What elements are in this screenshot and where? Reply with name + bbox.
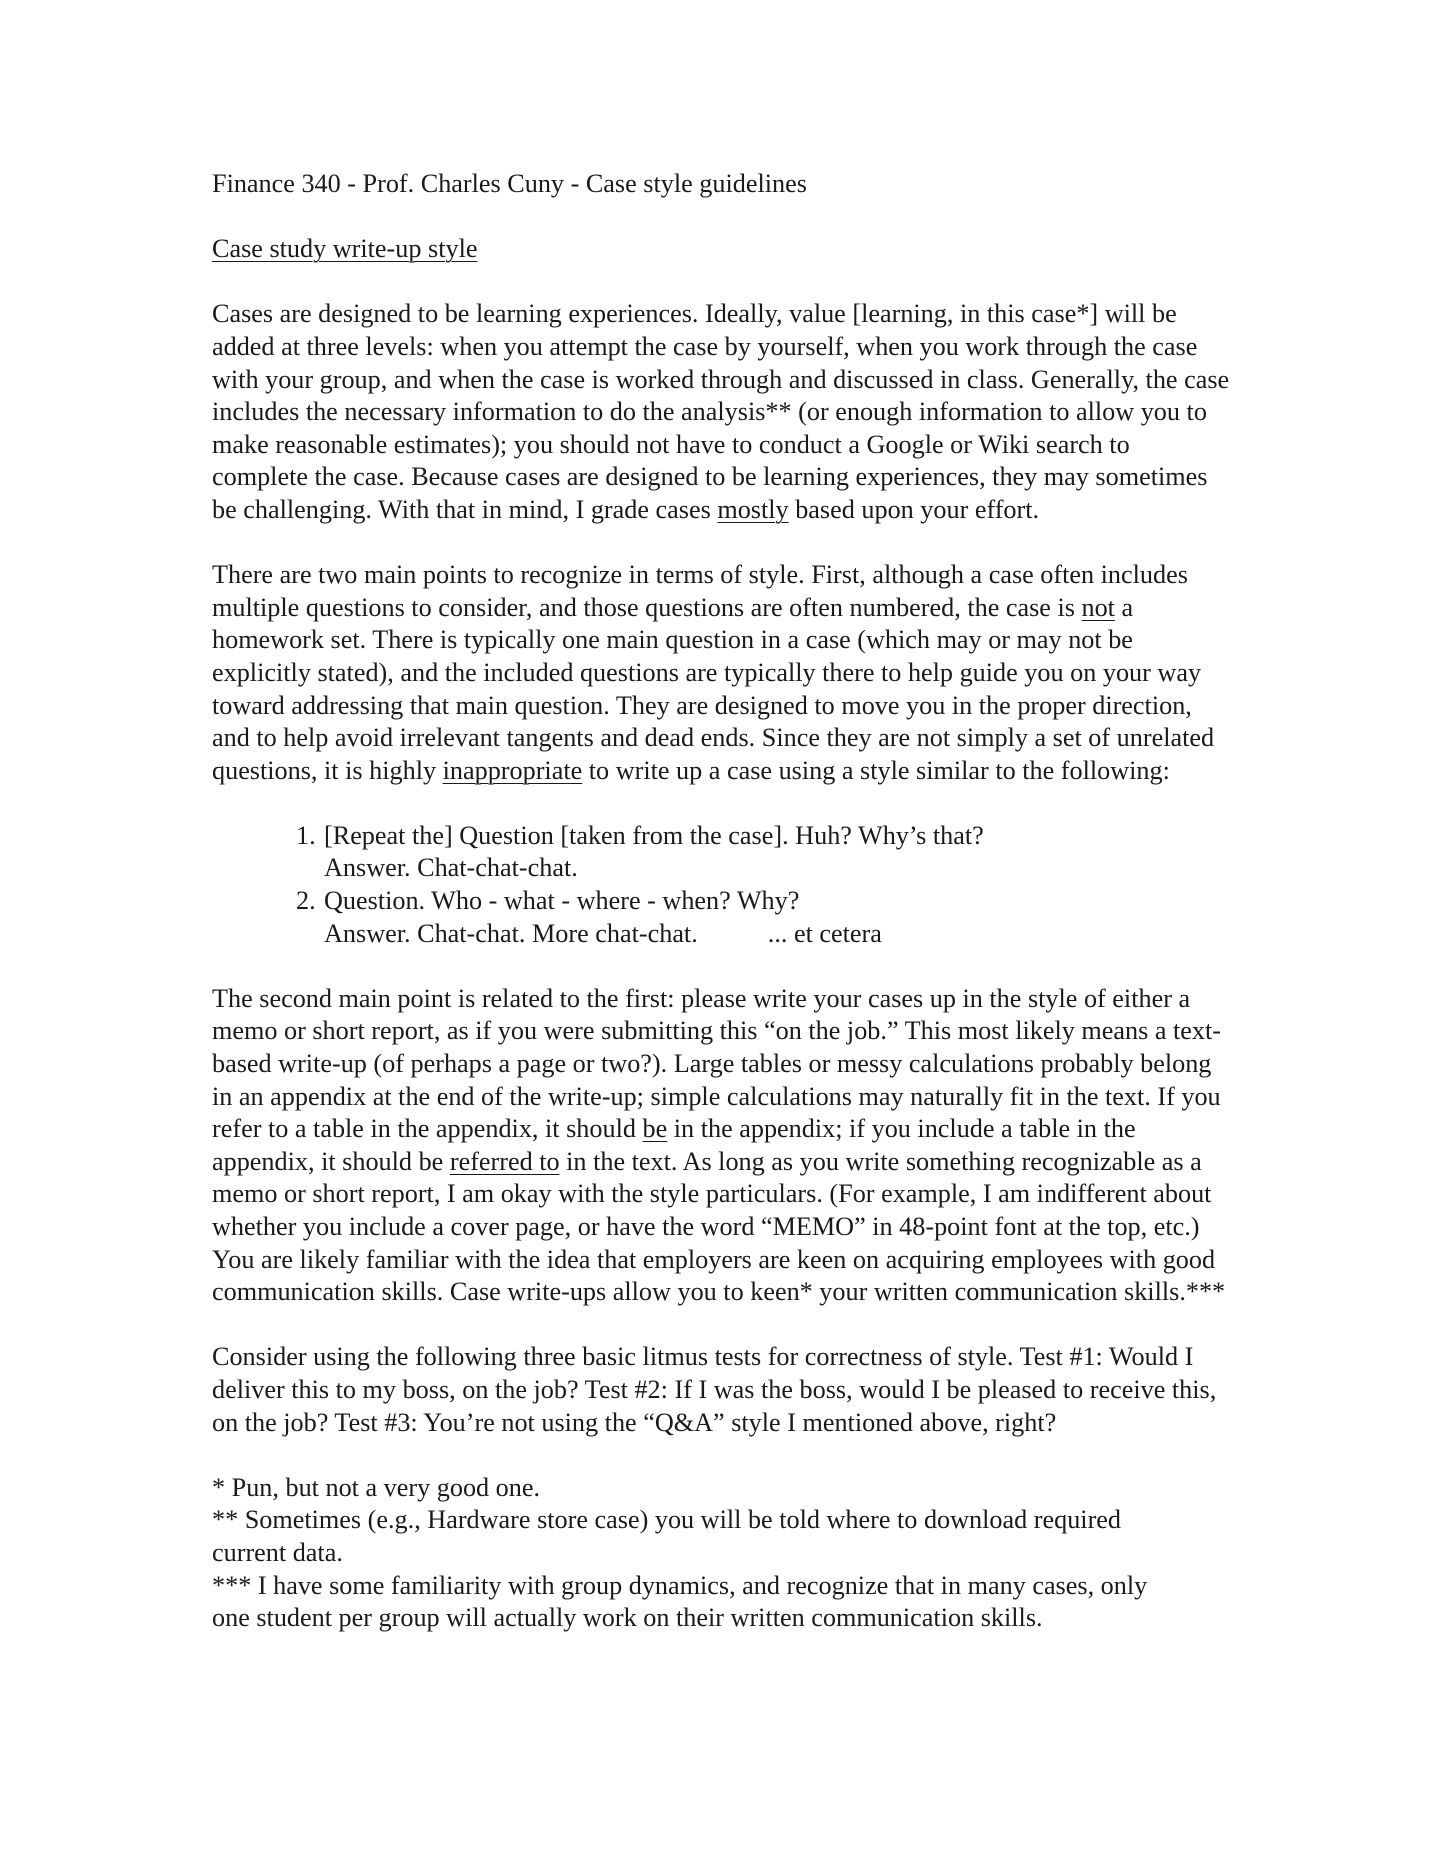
paragraph-line <box>212 1113 1330 1146</box>
footnote-1: * Pun, but not a very good one. <box>212 1472 541 1502</box>
paragraph-line: memo or short report, as if you were submitting this “on the job.” This most likely means a text- <box>212 1016 1222 1046</box>
document-title: Finance 340 - Prof. Charles Cuny - Case style guidelines <box>212 169 807 198</box>
text-run: a <box>1114 592 1134 622</box>
paragraph-line: The second main point is related to the first: please write your cases up in the style of either a <box>212 983 1191 1013</box>
paragraph-line: and to help avoid irrelevant tangents and dead ends. Since they are not simply a set of unrelated <box>212 723 1215 753</box>
paragraph-line: whether you include a cover page, or have the word “MEMO” in 48-point font at the top, etc.) <box>212 1212 1200 1241</box>
document-page <box>212 168 1330 1635</box>
paragraph-line: with your group, and when the case is worked through and discussed in class. Generally, the case <box>212 364 1230 394</box>
text-run: appendix, it should be <box>212 1146 450 1176</box>
list-item-question: Question. Who - what - where - when? Why? <box>324 886 800 916</box>
list-item-question: [Repeat the] Question [taken from the case]. Huh? Why’s that? <box>324 820 984 850</box>
paragraph-line: memo or short report, I am okay with the style particulars. (For example, I am indifferent about <box>212 1179 1212 1209</box>
list-item-answer <box>324 918 1330 951</box>
paragraph-line: deliver this to my boss, on the job? Test #2: If I was the boss, would I be pleased to receive this, <box>212 1374 1217 1404</box>
paragraph-line: make reasonable estimates); you should not have to conduct a Google or Wiki search to <box>212 429 1130 459</box>
paragraph-line: Cases are designed to be learning experiences. Ideally, value [learning, in this case*] will be <box>212 299 1177 329</box>
paragraph-line <box>212 592 1330 625</box>
et-cetera-text: ... et cetera <box>767 918 882 948</box>
text-run: refer to a table in the appendix, it should <box>212 1114 643 1144</box>
paragraph-line: toward addressing that main question. They are designed to move you in the proper direction, <box>212 690 1192 720</box>
paragraph-line: You are likely familiar with the idea that employers are keen on acquiring employees with good <box>212 1244 1216 1274</box>
paragraph-line: complete the case. Because cases are designed to be learning experiences, they may sometimes <box>212 462 1208 492</box>
paragraph-line: based write-up (of perhaps a page or two?). Large tables or messy calculations probably belong <box>212 1049 1212 1079</box>
footnote-3-continued: one student per group will actually work on their written communication skills. <box>212 1603 1043 1633</box>
footnotes <box>212 1472 1330 1635</box>
answer-text: Answer. Chat-chat. More chat-chat. <box>324 918 698 948</box>
text-run: in the appendix; if you include a table in the <box>667 1114 1136 1144</box>
text-run: based upon your effort. <box>788 494 1040 524</box>
paragraph-line <box>212 755 1330 788</box>
list-item-number: 2. <box>296 886 316 916</box>
example-qa-list <box>212 820 1330 950</box>
paragraph-line <box>212 1146 1330 1179</box>
text-run: multiple questions to consider, and those questions are often numbered, the case is <box>212 592 1082 622</box>
paragraph-line: There are two main points to recognize in terms of style. First, although a case often includes <box>212 560 1188 590</box>
footnote-2-continued: current data. <box>212 1537 343 1567</box>
list-item <box>296 885 1330 950</box>
underlined-emphasis: referred to <box>449 1146 560 1176</box>
list-item-number: 1. <box>296 820 316 850</box>
paragraph-memo-style <box>212 983 1330 1309</box>
paragraph-line: on the job? Test #3: You’re not using the “Q&A” style I mentioned above, right? <box>212 1407 1057 1437</box>
paragraph-line <box>212 494 1330 527</box>
paragraph-intro <box>212 298 1330 526</box>
paragraph-line: added at three levels: when you attempt the case by yourself, when you work through the case <box>212 331 1198 361</box>
paragraph-line: communication skills. Case write-ups allow you to keen* your written communication skills.*** <box>212 1277 1226 1307</box>
footnote-2: ** Sometimes (e.g., Hardware store case) you will be told where to download required <box>212 1505 1122 1535</box>
underlined-emphasis: not <box>1081 592 1115 622</box>
paragraph-line: explicitly stated), and the included questions are typically there to help guide you on your way <box>212 657 1202 687</box>
paragraph-line: Consider using the following three basic litmus tests for correctness of style. Test #1: Would I <box>212 1342 1194 1372</box>
section-heading-text: Case study write-up style <box>212 234 478 264</box>
underlined-emphasis: mostly <box>717 494 789 524</box>
paragraph-litmus-tests <box>212 1341 1330 1439</box>
list-item <box>296 820 1330 885</box>
footnote-3: *** I have some familiarity with group dynamics, and recognize that in many cases, only <box>212 1570 1148 1600</box>
underlined-emphasis: inappropriate <box>442 755 583 785</box>
underlined-emphasis: be <box>642 1114 668 1144</box>
text-run: to write up a case using a style similar to the following: <box>582 755 1170 785</box>
text-run: be challenging. With that in mind, I grade cases <box>212 494 718 524</box>
paragraph-style-points <box>212 559 1330 787</box>
paragraph-line: homework set. There is typically one main question in a case (which may or may not be <box>212 625 1133 655</box>
section-heading <box>212 233 1330 266</box>
text-run: questions, it is highly <box>212 755 443 785</box>
paragraph-line: includes the necessary information to do the analysis** (or enough information to allow you to <box>212 397 1207 427</box>
text-run: in the text. As long as you write something recognizable as a <box>559 1146 1202 1176</box>
paragraph-line: in an appendix at the end of the write-up; simple calculations may naturally fit in the text. If you <box>212 1081 1221 1111</box>
list-item-answer: Answer. Chat-chat-chat. <box>324 853 578 883</box>
